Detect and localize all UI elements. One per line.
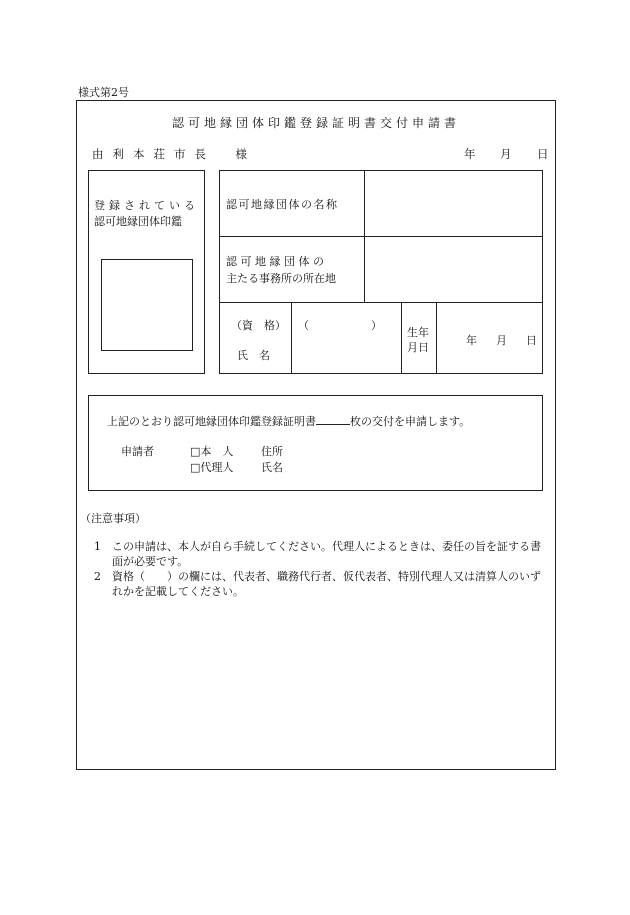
birth-month-label: 月 [496, 334, 507, 347]
seal-stamp-area[interactable] [101, 259, 193, 351]
notes-heading: （注意事項） [80, 512, 146, 525]
applicant-name-label: 氏名 [261, 461, 283, 474]
seal-label-line1: 登録されている [94, 199, 199, 212]
note-number: 2 [94, 570, 101, 583]
birth-year-label: 年 [466, 334, 477, 347]
org-address-label-line1: 認 可 地 縁 団 体 の [226, 255, 324, 268]
date-year-label: 年 [464, 147, 476, 161]
option-self-checkbox[interactable]: □本 人 [190, 445, 234, 458]
note-text: 資格（ ）の欄には、代表者、職務代行者、仮代表者、特別代理人又は清算人のいずれかを記載してください。 [112, 570, 541, 598]
note-number: 1 [94, 540, 101, 553]
option-agent-checkbox[interactable]: □代理人 [190, 461, 234, 474]
seal-label-line2: 認可地縁団体印鑑 [94, 215, 182, 228]
qualification-paren-open: （ [298, 319, 309, 332]
birth-label-line2: 月日 [407, 341, 429, 354]
applicant-label: 申請者 [121, 445, 154, 458]
request-statement [107, 413, 470, 429]
org-name-label: 認可地縁団体の名称 [226, 198, 339, 211]
request-text-after: 枚の交付を申請します。 [350, 415, 471, 428]
note-text: この申請は、本人が自ら手続してください。代理人によるときは、委任の旨を証する書面が必要です。 [112, 540, 541, 568]
applicant-address-label: 住所 [261, 445, 283, 458]
request-section [88, 395, 543, 491]
copies-count-field[interactable] [316, 414, 350, 425]
birth-label-line1: 生年 [407, 326, 429, 339]
date-month-label: 月 [500, 147, 512, 161]
table-col-divider [364, 170, 365, 302]
date-day-label: 日 [537, 147, 549, 161]
representative-name-field[interactable] [293, 304, 399, 372]
birth-day-label: 日 [526, 334, 537, 347]
form-title: 認可地縁団体印鑑登録証明書交付申請書 [171, 116, 460, 130]
qualification-paren-close: ） [371, 319, 382, 332]
qualification-label: （資 格） [231, 319, 286, 332]
table-col-divider [401, 302, 402, 374]
addressee: 由利本荘市長 様 [92, 147, 256, 161]
table-col-divider [291, 302, 292, 374]
table-row-divider [219, 236, 543, 237]
table-col-divider [436, 302, 437, 374]
representative-name-label: 氏 名 [237, 349, 270, 362]
org-address-field[interactable] [366, 238, 541, 300]
request-text-before: 上記のとおり認可地縁団体印鑑登録証明書 [107, 415, 316, 428]
org-name-field[interactable] [366, 172, 541, 234]
org-address-label-line2: 主たる事務所の所在地 [226, 272, 336, 285]
seal-section-label [94, 198, 202, 230]
table-row-divider [219, 302, 543, 303]
form-number-label: 様式第2号 [78, 86, 129, 99]
